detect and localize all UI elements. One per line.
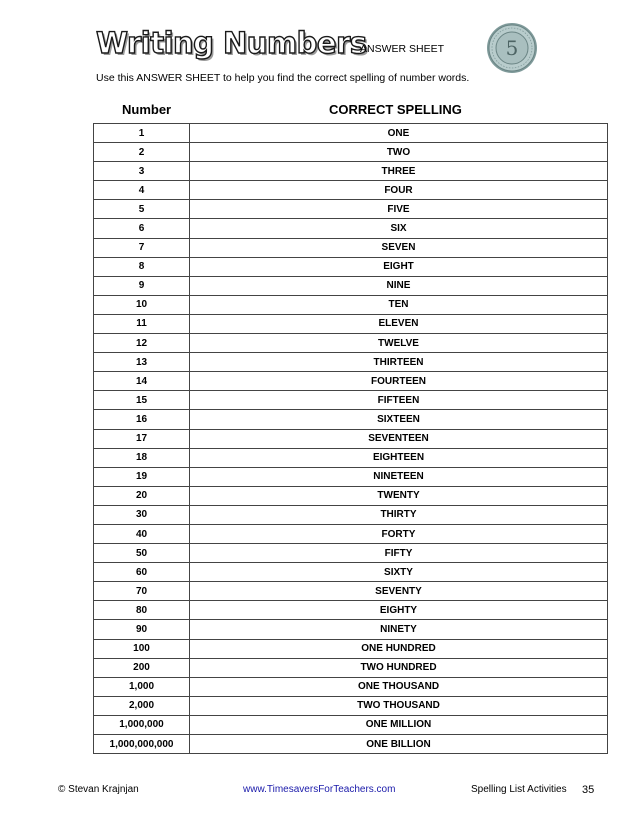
number-cell: 50 [94, 544, 190, 563]
number-cell: 1 [94, 124, 190, 143]
table-row [94, 524, 608, 543]
spelling-cell: ELEVEN [190, 314, 608, 333]
number-cell: 1,000,000,000 [94, 735, 190, 754]
number-cell: 6 [94, 219, 190, 238]
number-cell: 200 [94, 658, 190, 677]
table-row [94, 391, 608, 410]
spelling-cell: EIGHT [190, 257, 608, 276]
column-header-number: Number [122, 102, 172, 117]
table-row [94, 257, 608, 276]
number-cell: 18 [94, 448, 190, 467]
spelling-cell: TWO HUNDRED [190, 658, 608, 677]
spelling-cell: TEN [190, 295, 608, 314]
table-row [94, 276, 608, 295]
instructions-text: Use this ANSWER SHEET to help you find the correct spelling of number words. [96, 72, 470, 84]
spelling-cell: SEVENTEEN [190, 429, 608, 448]
footer-url[interactable]: www.TimesaversForTeachers.com [243, 784, 396, 795]
number-cell: 7 [94, 238, 190, 257]
number-cell: 11 [94, 314, 190, 333]
table-row [94, 353, 608, 372]
table-row [94, 181, 608, 200]
page-title: Writing Numbers [96, 26, 367, 60]
number-cell: 1,000,000 [94, 715, 190, 734]
table-row [94, 601, 608, 620]
spelling-cell: SIX [190, 219, 608, 238]
spelling-cell: FORTY [190, 524, 608, 543]
table-row [94, 563, 608, 582]
spelling-cell: SIXTY [190, 563, 608, 582]
spelling-cell: THIRTY [190, 505, 608, 524]
table-row [94, 505, 608, 524]
table-row [94, 448, 608, 467]
spelling-cell: NINETY [190, 620, 608, 639]
number-cell: 20 [94, 486, 190, 505]
number-cell: 17 [94, 429, 190, 448]
column-header-spelling: CORRECT SPELLING [329, 102, 462, 117]
table-row [94, 295, 608, 314]
table-row [94, 639, 608, 658]
number-cell: 70 [94, 582, 190, 601]
number-cell: 3 [94, 162, 190, 181]
number-cell: 16 [94, 410, 190, 429]
table-row [94, 677, 608, 696]
footer-series: Spelling List Activities [471, 784, 567, 795]
number-cell: 1,000 [94, 677, 190, 696]
table-row [94, 486, 608, 505]
spelling-cell: NINE [190, 276, 608, 295]
table-row [94, 124, 608, 143]
number-cell: 19 [94, 467, 190, 486]
table-row [94, 620, 608, 639]
number-cell: 5 [94, 200, 190, 219]
number-cell: 10 [94, 295, 190, 314]
spelling-cell: THIRTEEN [190, 353, 608, 372]
table-row [94, 410, 608, 429]
number-cell: 14 [94, 372, 190, 391]
number-cell: 60 [94, 563, 190, 582]
number-cell: 100 [94, 639, 190, 658]
table-row [94, 429, 608, 448]
number-cell: 4 [94, 181, 190, 200]
number-cell: 2,000 [94, 696, 190, 715]
spelling-cell: FOUR [190, 181, 608, 200]
number-cell: 15 [94, 391, 190, 410]
table-row [94, 658, 608, 677]
spelling-cell: TWO THOUSAND [190, 696, 608, 715]
table-row [94, 334, 608, 353]
table-row [94, 715, 608, 734]
page-number: 35 [582, 784, 595, 796]
spelling-cell: THREE [190, 162, 608, 181]
spelling-cell: ONE MILLION [190, 715, 608, 734]
spelling-cell: FOURTEEN [190, 372, 608, 391]
table-row [94, 314, 608, 333]
spelling-cell: SIXTEEN [190, 410, 608, 429]
table-row [94, 582, 608, 601]
coin-five-icon [486, 22, 538, 74]
table-row [94, 696, 608, 715]
spelling-cell: SEVEN [190, 238, 608, 257]
footer-copyright: © Stevan Krajnjan [58, 784, 139, 795]
table-row [94, 544, 608, 563]
spelling-cell: NINETEEN [190, 467, 608, 486]
table-row [94, 162, 608, 181]
spelling-cell: EIGHTEEN [190, 448, 608, 467]
number-cell: 8 [94, 257, 190, 276]
number-cell: 80 [94, 601, 190, 620]
number-cell: 30 [94, 505, 190, 524]
number-cell: 40 [94, 524, 190, 543]
spelling-cell: EIGHTY [190, 601, 608, 620]
table-row [94, 735, 608, 754]
number-cell: 13 [94, 353, 190, 372]
table-row [94, 372, 608, 391]
table-row [94, 200, 608, 219]
answer-sheet-label: ANSWER SHEET [360, 43, 445, 55]
number-cell: 9 [94, 276, 190, 295]
number-cell: 12 [94, 334, 190, 353]
coin-value: 5 [505, 36, 519, 60]
spelling-cell: SEVENTY [190, 582, 608, 601]
spelling-cell: ONE [190, 124, 608, 143]
spelling-cell: FIFTEEN [190, 391, 608, 410]
spelling-cell: TWELVE [190, 334, 608, 353]
spelling-cell: ONE BILLION [190, 735, 608, 754]
spelling-cell: ONE HUNDRED [190, 639, 608, 658]
table-row [94, 219, 608, 238]
number-cell: 90 [94, 620, 190, 639]
number-cell: 2 [94, 143, 190, 162]
table-row [94, 238, 608, 257]
spelling-table [93, 123, 608, 754]
table-row [94, 143, 608, 162]
spelling-cell: ONE THOUSAND [190, 677, 608, 696]
spelling-cell: TWENTY [190, 486, 608, 505]
table-row [94, 467, 608, 486]
spelling-cell: FIFTY [190, 544, 608, 563]
spelling-cell: TWO [190, 143, 608, 162]
spelling-cell: FIVE [190, 200, 608, 219]
